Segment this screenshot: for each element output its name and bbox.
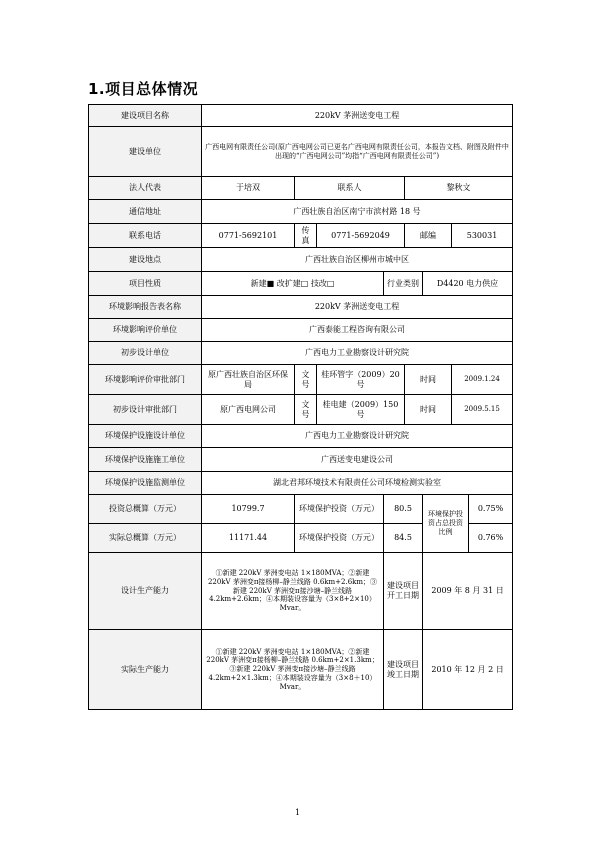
value-actual-ratio: 0.76% — [469, 524, 513, 553]
row-unit — [89, 127, 513, 177]
label-unit: 建设单位 — [89, 127, 202, 177]
label-invest-env: 环境保护投资（万元） — [295, 495, 384, 524]
row-pre-design — [89, 342, 513, 365]
label-eia-doc: 文号 — [295, 365, 317, 395]
label-design-time: 时间 — [405, 395, 452, 425]
row-eia-unit — [89, 319, 513, 342]
value-contact: 黎秋文 — [405, 177, 513, 200]
nature-expand-checkbox: 改扩建□ — [276, 278, 309, 288]
value-actual-total: 11171.44 — [202, 524, 295, 553]
row-legal — [89, 177, 513, 200]
value-address: 广西壮族自治区南宁市滨村路 18 号 — [202, 200, 513, 224]
value-legal-name: 于培双 — [202, 177, 295, 200]
row-address — [89, 200, 513, 224]
value-eia-unit: 广西泰能工程咨询有限公司 — [202, 319, 513, 342]
value-env-monitor: 湖北君邦环境技术有限责任公司环境检测实验室 — [202, 472, 513, 495]
row-env-design — [89, 425, 513, 448]
label-eia-time: 时间 — [405, 365, 452, 395]
value-start-date: 2009 年 8 月 31 日 — [423, 553, 513, 630]
row-project-name — [89, 105, 513, 127]
label-env-design: 环境保护设施设计单位 — [89, 425, 202, 448]
label-actual-capacity: 实际生产能力 — [89, 630, 202, 710]
value-phone: 0771-5692101 — [202, 224, 295, 248]
label-nature: 项目性质 — [89, 272, 202, 296]
value-design-dept: 原广西电网公司 — [202, 395, 295, 425]
value-design-doc: 桂电建（2009）150 号 — [317, 395, 405, 425]
value-post: 530031 — [452, 224, 513, 248]
label-design-doc: 文号 — [295, 395, 317, 425]
label-design-approval: 初步设计审批部门 — [89, 395, 202, 425]
label-env-monitor: 环境保护设施监测单位 — [89, 472, 202, 495]
project-overview-table — [88, 104, 513, 710]
label-location: 建设地点 — [89, 248, 202, 272]
value-end-date: 2010 年 12 月 2 日 — [423, 630, 513, 710]
value-design-time: 2009.5.15 — [452, 395, 513, 425]
value-project-name: 220kV 茅洲送变电工程 — [202, 105, 513, 127]
label-design-capacity: 设计生产能力 — [89, 553, 202, 630]
label-fax: 传真 — [295, 224, 317, 248]
nature-tech-checkbox: 技改□ — [310, 278, 335, 288]
label-phone: 联系电话 — [89, 224, 202, 248]
value-eia-dept: 原广西壮族自治区环保局 — [202, 365, 295, 395]
label-contact: 联系人 — [295, 177, 405, 200]
value-env-construct: 广西送变电建设公司 — [202, 448, 513, 472]
value-env-design: 广西电力工业勘察设计研究院 — [202, 425, 513, 448]
label-post: 邮编 — [405, 224, 452, 248]
page-number: 1 — [294, 808, 301, 817]
value-eia-time: 2009.1.24 — [452, 365, 513, 395]
value-eia-doc: 桂环管字（2009）20 号 — [317, 365, 405, 395]
value-invest-env: 80.5 — [384, 495, 423, 524]
value-actual-capacity: ①新建 220kV 茅洲变电站 1×180MVA；②新建220kV 茅洲变π接杨柳–静兰线路 0.6km+2×1.3km；③新建 220kV 茅洲变π接沙塘–静兰线路 4.2km+2×1.3km；④本期装设容量为（3×8＋10）Mvar。 — [202, 630, 384, 710]
label-eia-approval: 环境影响评价审批部门 — [89, 365, 202, 395]
label-start-date: 建设项目开工日期 — [384, 553, 423, 630]
row-design-capacity — [89, 553, 513, 630]
label-actual-env: 环境保护投资（万元） — [295, 524, 384, 553]
value-pre-design: 广西电力工业勘察设计研究院 — [202, 342, 513, 365]
label-invest-total: 投资总概算（万元） — [89, 495, 202, 524]
label-pre-design: 初步设计单位 — [89, 342, 202, 365]
value-nature — [202, 272, 384, 296]
value-unit: 广西电网有限责任公司(原广西电网公司已更名广西电网有限责任公司，本报告文档、附图及附件中出现的“广西电网公司”均指“广西电网有限责任公司”) — [202, 127, 513, 177]
label-eia-name: 环境影响报告表名称 — [89, 296, 202, 319]
label-actual-total: 实际总概算（万元） — [89, 524, 202, 553]
row-phone — [89, 224, 513, 248]
row-location — [89, 248, 513, 272]
label-address: 通信地址 — [89, 200, 202, 224]
label-end-date: 建设项目竣工日期 — [384, 630, 423, 710]
value-invest-total: 10799.7 — [202, 495, 295, 524]
row-eia-name — [89, 296, 513, 319]
value-eia-name: 220kV 茅洲送变电工程 — [202, 296, 513, 319]
row-env-construct — [89, 448, 513, 472]
section-title: 1.项目总体情况 — [88, 80, 199, 98]
row-design-approval — [89, 395, 513, 425]
value-design-capacity: ①新建 220kV 茅洲变电站 1×180MVA；②新建220kV 茅洲变π接杨柳–静兰线路 0.6km+2.6km；③新建 220kV 茅洲变π接沙塘–静兰线路 4.2km+2.6km；④本期装设容量为（3×8+2×10）Mvar。 — [202, 553, 384, 630]
label-project-name: 建设项目名称 — [89, 105, 202, 127]
value-actual-env: 84.5 — [384, 524, 423, 553]
nature-new-checkbox: 新建■ — [250, 278, 275, 288]
row-env-monitor — [89, 472, 513, 495]
row-actual-capacity — [89, 630, 513, 710]
label-env-ratio: 环境保护投资占总投资比例 — [423, 495, 469, 553]
label-env-construct: 环境保护设施施工单位 — [89, 448, 202, 472]
label-industry: 行业类别 — [384, 272, 423, 296]
label-legal: 法人代表 — [89, 177, 202, 200]
value-fax: 0771-5692049 — [317, 224, 405, 248]
value-industry: D4420 电力供应 — [423, 272, 513, 296]
row-eia-approval — [89, 365, 513, 395]
value-location: 广西壮族自治区柳州市城中区 — [202, 248, 513, 272]
row-invest-total — [89, 495, 513, 524]
row-nature — [89, 272, 513, 296]
value-invest-ratio: 0.75% — [469, 495, 513, 524]
label-eia-unit: 环境影响评价单位 — [89, 319, 202, 342]
